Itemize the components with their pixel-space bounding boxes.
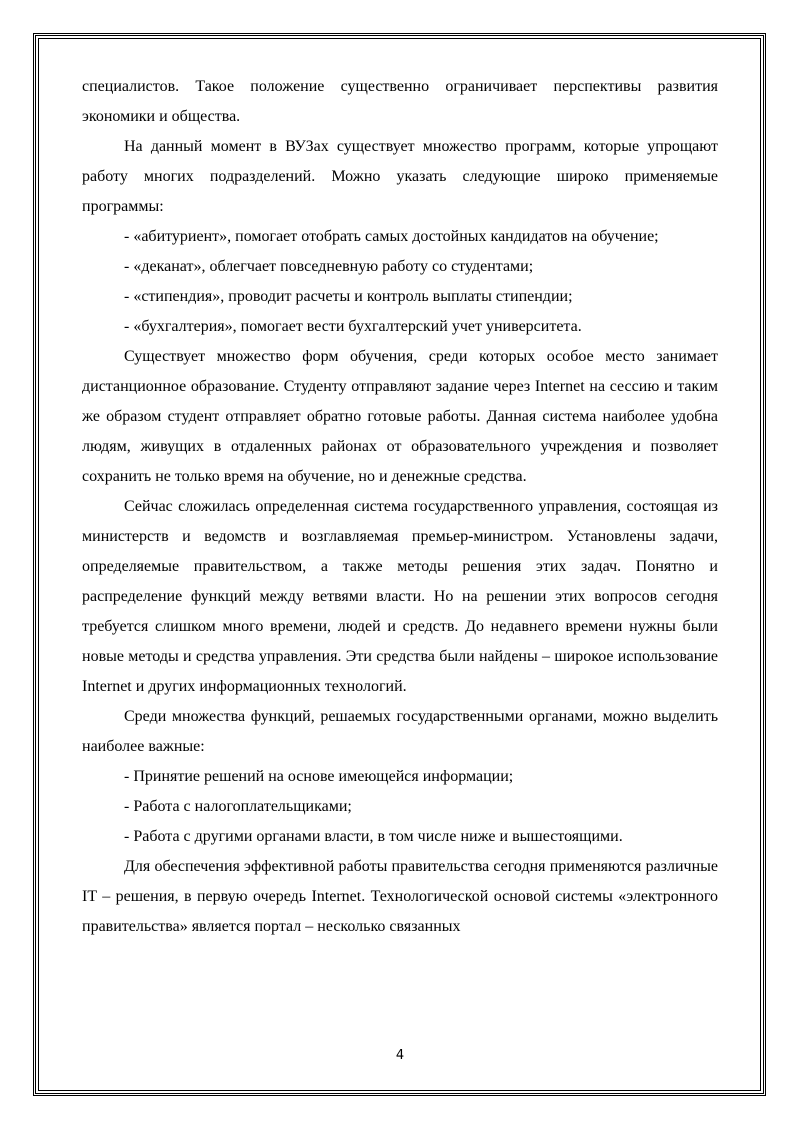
paragraph-2: На данный момент в ВУЗах существует множество программ, которые упрощают работу многих подразделений. Можно указать следующие широко применяемые программы: (82, 138, 718, 215)
programs-list (82, 222, 718, 342)
paragraph-1: специалистов. Такое положение существенно ограничивает перспективы развития экономики и общества. (82, 78, 718, 125)
list-item: - «деканат», облегчает повседневную работу со студентами; (124, 258, 534, 275)
list-item: - Работа с другими органами власти, в том числе ниже и вышестоящими. (124, 828, 623, 845)
list-item: - Принятие решений на основе имеющейся информации; (124, 768, 514, 785)
list-item: - Работа с налогоплательщиками; (124, 798, 352, 815)
paragraph-3: Существует множество форм обучения, среди которых особое место занимает дистанционное образование. Студенту отправляют задание через Internet на сессию и таким же образом студент отправляет обратно готовые работы. Данная система наиболее удобна людям, живущих в отдаленных районах от образовательного учреждения и позволяет сохранить не только время на обучение, но и денежные средства. (82, 348, 718, 485)
paragraph-4: Сейчас сложилась определенная система государственного управления, состоящая из министерств и ведомств и возглавляемая премьер-министром. Установлены задачи, определяемые правительством, а также методы решения этих задач. Понятно и распределение функций между ветвями власти. Но на решении этих вопросов сегодня требуется слишком много времени, людей и средств. До недавнего времени нужны были новые методы и средства управления. Эти средства были найдены – широкое использование Internet и других информационных технологий. (82, 498, 718, 695)
document-body (82, 72, 718, 942)
list-item: - «стипендия», проводит расчеты и контроль выплаты стипендии; (124, 288, 573, 305)
paragraph-5: Среди множества функций, решаемых государственными органами, можно выделить наиболее важные: (82, 708, 718, 755)
page-number: 4 (395, 1048, 405, 1063)
paragraph-6: Для обеспечения эффективной работы правительства сегодня применяются различные IT – решения, в первую очередь Internet. Технологической основой системы «электронного правительства» является портал – несколько связанных (82, 858, 718, 935)
functions-list (82, 762, 718, 852)
list-item: - «бухгалтерия», помогает вести бухгалтерский учет университета. (124, 318, 582, 335)
list-item: - «абитуриент», помогает отобрать самых достойных кандидатов на обучение; (124, 228, 659, 245)
